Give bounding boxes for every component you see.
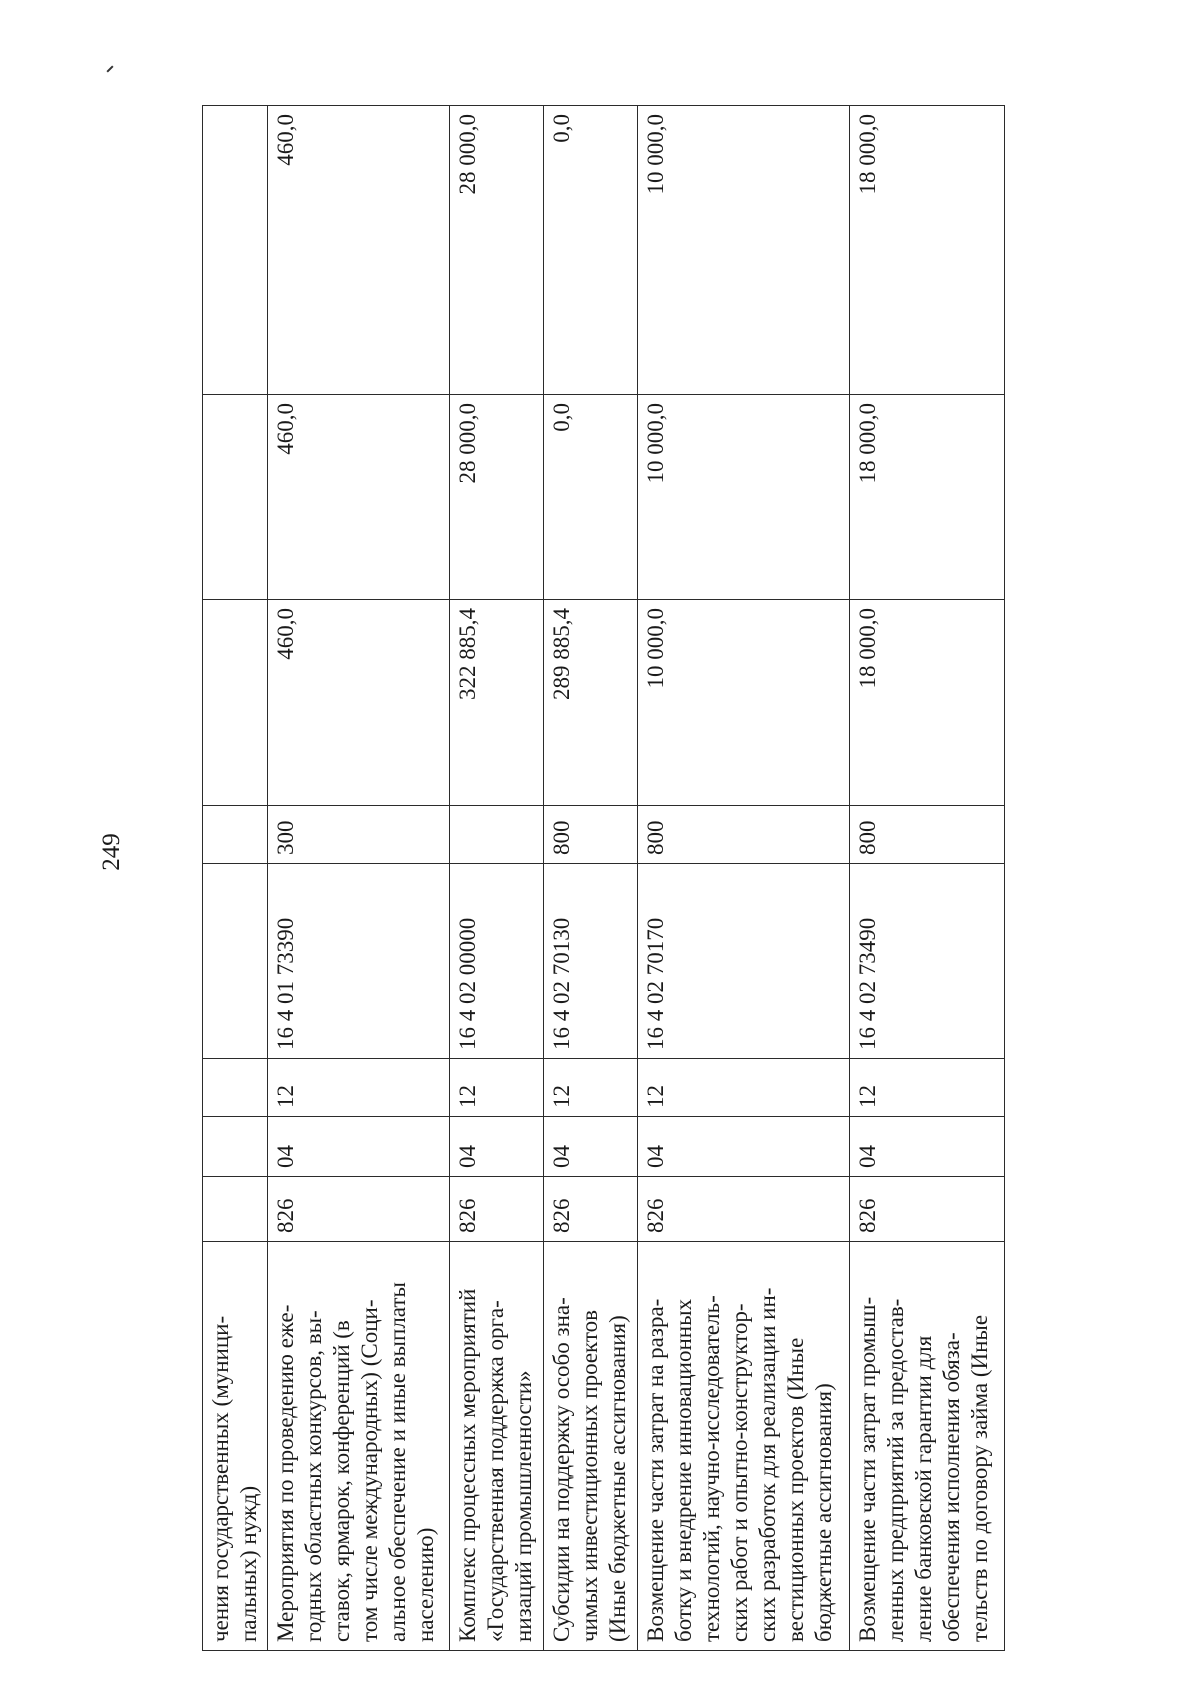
row-description: чения государственных (муници- пальных) нужд) [203, 1242, 268, 1651]
section-code: 04 [544, 1117, 638, 1177]
amount-year-1: 322 885,4 [450, 600, 544, 806]
amount-year-3: 0,0 [544, 106, 638, 395]
ministry-code: 826 [850, 1177, 1005, 1242]
page-number: 249 [98, 833, 125, 871]
amount-year-2: 18 000,0 [850, 395, 1005, 600]
target-article-code: 16 4 02 70170 [638, 864, 850, 1059]
table-row [268, 106, 450, 1651]
subsection-code: 12 [544, 1059, 638, 1117]
ministry-code: 826 [450, 1177, 544, 1242]
section-code: 04 [268, 1117, 450, 1177]
rotated-table-container [202, 106, 1082, 1651]
amount-year-2: 0,0 [544, 395, 638, 600]
amount-year-3: 10 000,0 [638, 106, 850, 395]
expense-type-code: 800 [544, 806, 638, 864]
expense-type-code: 300 [268, 806, 450, 864]
expense-type-code [450, 806, 544, 864]
table-row [544, 106, 638, 1651]
subsection-code: 12 [638, 1059, 850, 1117]
amount-year-1: 460,0 [268, 600, 450, 806]
target-article-code [203, 864, 268, 1059]
table-row [450, 106, 544, 1651]
subsection-code: 12 [450, 1059, 544, 1117]
target-article-code: 16 4 01 73390 [268, 864, 450, 1059]
expense-type-code: 800 [638, 806, 850, 864]
amount-year-1: 10 000,0 [638, 600, 850, 806]
ministry-code: 826 [544, 1177, 638, 1242]
scan-mark [106, 65, 113, 72]
section-code: 04 [450, 1117, 544, 1177]
row-description: Возмещение части затрат на разра- ботку и внедрение инновационных технологий, научно-исследователь- ских работ и опытно-конструктор- ских разработок для реализации ин- вестиционных проектов (Иные бюджетные ассигнования) [638, 1242, 850, 1651]
amount-year-3: 18 000,0 [850, 106, 1005, 395]
amount-year-3 [203, 106, 268, 395]
target-article-code: 16 4 02 73490 [850, 864, 1005, 1059]
subsection-code: 12 [268, 1059, 450, 1117]
section-code: 04 [638, 1117, 850, 1177]
amount-year-2: 10 000,0 [638, 395, 850, 600]
section-code [203, 1117, 268, 1177]
table-row [850, 106, 1005, 1651]
table-row [203, 106, 268, 1651]
amount-year-3: 28 000,0 [450, 106, 544, 395]
amount-year-1: 18 000,0 [850, 600, 1005, 806]
row-description: Возмещение части затрат промыш- ленных предприятий за предостав- ление банковской гарантии для обеспечения исполнения обяза- тельств по договору займа (Иные [850, 1242, 1005, 1651]
ministry-code: 826 [268, 1177, 450, 1242]
amount-year-1 [203, 600, 268, 806]
target-article-code: 16 4 02 70130 [544, 864, 638, 1059]
expense-type-code: 800 [850, 806, 1005, 864]
target-article-code: 16 4 02 00000 [450, 864, 544, 1059]
section-code: 04 [850, 1117, 1005, 1177]
row-description: Субсидии на поддержку особо зна- чимых инвестиционных проектов (Иные бюджетные ассигнования) [544, 1242, 638, 1651]
row-description: Мероприятия по проведению еже- годных областных конкурсов, вы- ставок, ярмарок, конференций (в том числе международных) (Соци- альное обеспечение и иные выплаты населению) [268, 1242, 450, 1651]
row-description: Комплекс процессных мероприятий «Государственная поддержка орга- низаций промышленности» [450, 1242, 544, 1651]
amount-year-2 [203, 395, 268, 600]
subsection-code [203, 1059, 268, 1117]
amount-year-2: 28 000,0 [450, 395, 544, 600]
amount-year-3: 460,0 [268, 106, 450, 395]
table-row [638, 106, 850, 1651]
amount-year-2: 460,0 [268, 395, 450, 600]
budget-table [202, 105, 1005, 1651]
amount-year-1: 289 885,4 [544, 600, 638, 806]
expense-type-code [203, 806, 268, 864]
ministry-code [203, 1177, 268, 1242]
ministry-code: 826 [638, 1177, 850, 1242]
subsection-code: 12 [850, 1059, 1005, 1117]
